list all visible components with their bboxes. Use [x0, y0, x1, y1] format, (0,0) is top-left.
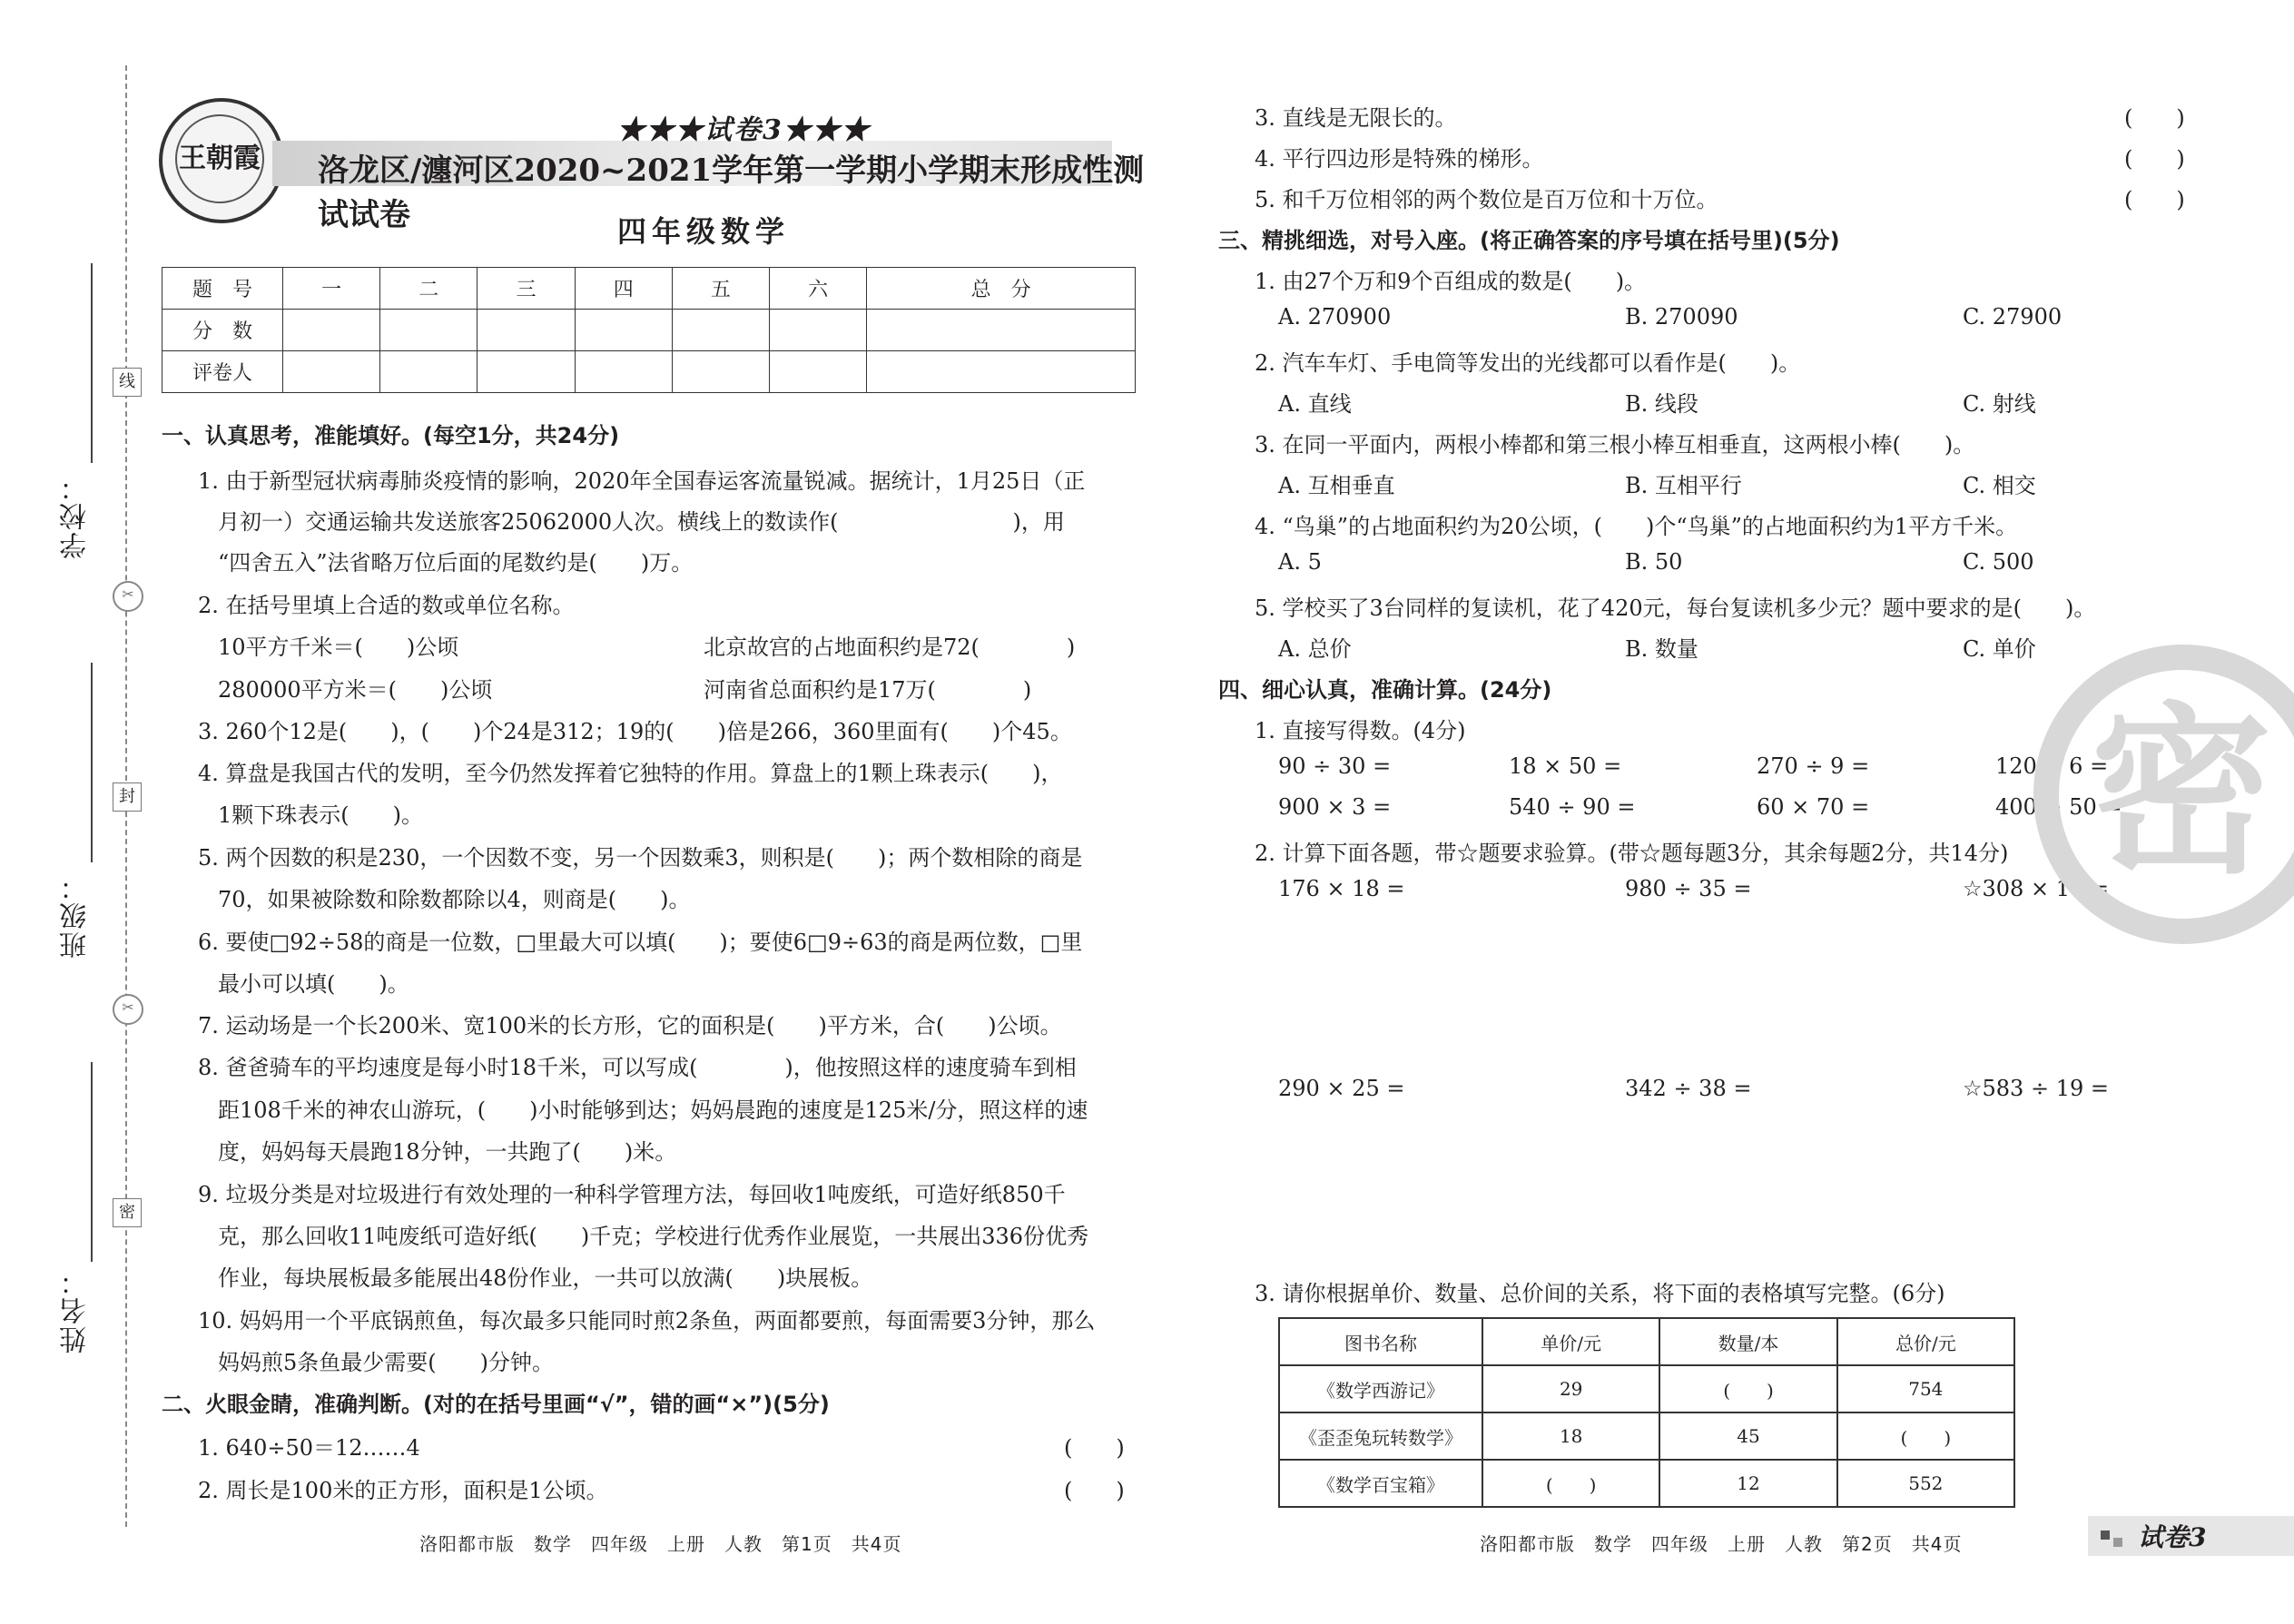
table-row — [1279, 1412, 2014, 1460]
question-line: “四舍五入”法省略万位后面的尾数约是( )万。 — [218, 550, 694, 576]
class-blank — [91, 663, 93, 862]
score-table — [162, 267, 1136, 393]
written-calc[interactable]: ☆308 × 17 = — [1963, 876, 2109, 901]
binding-margin — [0, 0, 154, 1624]
seal-mark-feng: 封 — [113, 782, 142, 812]
score-table-row — [162, 310, 1136, 351]
answer-bracket[interactable]: ( ) — [2124, 187, 2185, 212]
table-row — [1279, 1318, 2014, 1365]
tab-square-icon — [2101, 1530, 2110, 1540]
table-cell[interactable]: ( ) — [1837, 1412, 2014, 1460]
score-cell: 分 数 — [162, 310, 283, 351]
question-line: 9. 垃圾分类是对垃圾进行有效处理的一种科学管理方法，每回收1吨废纸，可造好纸850千 — [198, 1182, 1066, 1207]
choice-option[interactable]: A. 总价 — [1278, 636, 1352, 662]
oral-calc[interactable]: 18 × 50 = — [1509, 753, 1622, 779]
brand-logo-text: 王朝霞 — [175, 114, 264, 203]
table-cell: 552 — [1837, 1460, 2014, 1507]
oral-calc[interactable]: 270 ÷ 9 = — [1757, 753, 1870, 779]
name-blank — [91, 1062, 93, 1262]
table-cell: 《数学西游记》 — [1279, 1365, 1482, 1412]
question-line: 10. 妈妈用一个平底锅煎鱼，每次最多只能同时煎2条鱼，两面都要煎，每面需要3分钟，那么 — [198, 1308, 1096, 1334]
score-cell: 一 — [283, 268, 380, 310]
question-line: 北京故宫的占地面积约是72( ) — [704, 635, 1076, 660]
table-cell: 18 — [1482, 1412, 1659, 1460]
corner-paper-tab — [2088, 1516, 2294, 1556]
exam-title: 洛龙区/瀍河区2020~2021学年第一学期小学期末形成性测试试卷 — [318, 153, 1145, 233]
section-2-title: 二、火眼金睛，准确判断。(对的在括号里画“√”，错的画“×”)(5分) — [162, 1392, 830, 1417]
score-cell: 三 — [478, 268, 575, 310]
oral-calc[interactable]: 400 ÷ 50 = — [1995, 794, 2122, 820]
written-calc[interactable]: 290 × 25 = — [1278, 1076, 1405, 1101]
school-blank — [91, 263, 93, 463]
table-header: 总价/元 — [1837, 1318, 2014, 1365]
question-line: 8. 爸爸骑车的平均速度是每小时18千米，可以写成( )，他按照这样的速度骑车到相 — [198, 1055, 1077, 1080]
choice-option[interactable]: B. 270090 — [1625, 304, 1738, 330]
question-line: 作业，每块展板最多能展出48份作业，一共可以放满( )块展板。 — [218, 1265, 873, 1291]
scissors-icon: ✂ — [113, 581, 143, 612]
choice-option[interactable]: B. 数量 — [1625, 636, 1698, 662]
choice-option[interactable]: C. 27900 — [1963, 304, 2063, 330]
table-cell[interactable]: ( ) — [1659, 1365, 1836, 1412]
score-input[interactable] — [672, 310, 769, 351]
school-label: 学校： — [60, 472, 92, 559]
question-line: 度，妈妈每天晨跑18分钟，一共跑了( )米。 — [218, 1139, 677, 1165]
table-cell[interactable]: ( ) — [1482, 1460, 1659, 1507]
judge-item: 3. 直线是无限长的。 — [1255, 105, 1457, 131]
judge-item: 1. 640÷50＝12……4 — [198, 1435, 420, 1461]
brand-logo — [159, 98, 284, 223]
section-3-title: 三、精挑细选，对号入座。(将正确答案的序号填在括号里)(5分) — [1218, 228, 1840, 253]
score-cell: 题 号 — [162, 268, 283, 310]
calc-subtitle: 1. 直接写得数。(4分) — [1255, 718, 1466, 743]
grader-input[interactable] — [380, 351, 478, 393]
answer-bracket[interactable]: ( ) — [1064, 1478, 1125, 1503]
calc-subtitle: 2. 计算下面各题，带☆题要求验算。(带☆题每题3分，其余每题2分，共14分) — [1255, 841, 2009, 866]
written-calc[interactable]: 176 × 18 = — [1278, 876, 1405, 901]
question-line: 河南省总面积约是17万( ) — [704, 677, 1032, 703]
question-line: 70，如果被除数和除数都除以4，则商是( )。 — [218, 887, 691, 912]
page-footer-left: 洛阳都市版 数学 四年级 上册 人教 第1页 共4页 — [419, 1533, 902, 1555]
answer-bracket[interactable]: ( ) — [2124, 146, 2185, 172]
grader-input[interactable] — [770, 351, 867, 393]
oral-calc[interactable]: 900 × 3 = — [1278, 794, 1392, 820]
calc-subtitle: 3. 请你根据单价、数量、总价间的关系，将下面的表格填写完整。(6分) — [1255, 1281, 1945, 1306]
question-line: 妈妈煎5条鱼最少需要( )分钟。 — [218, 1350, 554, 1375]
class-label: 班级： — [60, 871, 92, 959]
score-cell: 二 — [380, 268, 478, 310]
answer-bracket[interactable]: ( ) — [2124, 105, 2185, 131]
score-input[interactable] — [770, 310, 867, 351]
score-cell: 评卷人 — [162, 351, 283, 393]
table-cell: 754 — [1837, 1365, 2014, 1412]
question-line: 最小可以填( )。 — [218, 971, 409, 997]
exam-subtitle: 四年级数学 — [617, 214, 791, 249]
question-line: 280000平方米＝( )公顷 — [218, 677, 493, 703]
score-table-row — [162, 268, 1136, 310]
table-row — [1279, 1365, 2014, 1412]
choice-option[interactable]: B. 互相平行 — [1625, 473, 1742, 498]
grader-input[interactable] — [672, 351, 769, 393]
grader-input[interactable] — [478, 351, 575, 393]
choice-question: 4. “鸟巢”的占地面积约为20公顷，( )个“鸟巢”的占地面积约为1平方千米。 — [1255, 514, 2018, 539]
judge-item: 5. 和千万位相邻的两个数位是百万位和十万位。 — [1255, 187, 1718, 212]
choice-question: 3. 在同一平面内，两根小棒都和第三根小棒互相垂直，这两根小棒( )。 — [1255, 432, 1975, 458]
oral-calc[interactable]: 540 ÷ 90 = — [1509, 794, 1636, 820]
watermark-char: 密 — [2090, 685, 2272, 899]
question-line: 10平方千米＝( )公顷 — [218, 635, 459, 660]
oral-calc[interactable]: 90 ÷ 30 = — [1278, 753, 1392, 779]
score-input[interactable] — [575, 310, 672, 351]
grader-input[interactable] — [283, 351, 380, 393]
table-cell: 29 — [1482, 1365, 1659, 1412]
score-cell: 四 — [575, 268, 672, 310]
question-line: 3. 260个12是( )，( )个24是312；19的( )倍是266，360里面有( )个45。 — [198, 719, 1072, 744]
grader-input[interactable] — [867, 351, 1136, 393]
choice-option[interactable]: C. 单价 — [1963, 636, 2036, 662]
choice-option[interactable]: A. 5 — [1278, 549, 1322, 575]
written-calc[interactable]: 342 ÷ 38 = — [1625, 1076, 1752, 1101]
seal-mark-xian: 线 — [113, 368, 142, 397]
choice-option[interactable]: A. 互相垂直 — [1278, 473, 1395, 498]
table-cell: 《数学百宝箱》 — [1279, 1460, 1482, 1507]
choice-option[interactable]: C. 射线 — [1963, 391, 2036, 417]
scissors-icon: ✂ — [113, 994, 143, 1025]
question-line: 5. 两个因数的积是230，一个因数不变，另一个因数乘3，则积是( )；两个数相除的商是 — [198, 845, 1083, 871]
question-line: 4. 算盘是我国古代的发明，至今仍然发挥着它独特的作用。算盘上的1颗上珠表示( )， — [198, 761, 1063, 786]
section-4-title: 四、细心认真，准确计算。(24分) — [1218, 677, 1552, 703]
score-cell: 五 — [672, 268, 769, 310]
table-header: 数量/本 — [1659, 1318, 1836, 1365]
question-line: 2. 在括号里填上合适的数或单位名称。 — [198, 593, 575, 618]
table-cell: 12 — [1659, 1460, 1836, 1507]
paper-series: ★★★试卷3★★★ — [617, 114, 871, 146]
score-cell: 六 — [770, 268, 867, 310]
book-price-table — [1278, 1317, 2015, 1508]
score-table-row — [162, 351, 1136, 393]
choice-question: 1. 由27个万和9个百组成的数是( )。 — [1255, 269, 1647, 294]
question-line: 1颗下珠表示( )。 — [218, 802, 423, 828]
choice-option[interactable]: B. 线段 — [1625, 391, 1698, 417]
page-footer-right: 洛阳都市版 数学 四年级 上册 人教 第2页 共4页 — [1480, 1533, 1963, 1555]
choice-option[interactable]: B. 50 — [1625, 549, 1683, 575]
table-header: 图书名称 — [1279, 1318, 1482, 1365]
table-cell: 45 — [1659, 1412, 1836, 1460]
oral-calc[interactable]: 120 × 6 = — [1995, 753, 2109, 779]
table-header: 单价/元 — [1482, 1318, 1659, 1365]
choice-option[interactable]: A. 270900 — [1278, 304, 1392, 330]
choice-question: 2. 汽车车灯、手电筒等发出的光线都可以看作是( )。 — [1255, 350, 1801, 376]
seal-mark-mi: 密 — [113, 1198, 142, 1227]
written-calc[interactable]: ☆583 ÷ 19 = — [1963, 1076, 2109, 1101]
written-calc[interactable]: 980 ÷ 35 = — [1625, 876, 1752, 901]
score-input[interactable] — [867, 310, 1136, 351]
tab-square-icon — [2113, 1538, 2122, 1547]
oral-calc[interactable]: 60 × 70 = — [1757, 794, 1870, 820]
question-line: 1. 由于新型冠状病毒肺炎疫情的影响，2020年全国春运客流量锐减。据统计，1月25日（正 — [198, 468, 1086, 494]
choice-question: 5. 学校买了3台同样的复读机，花了420元，每台复读机多少元？题中要求的是( )。 — [1255, 595, 2096, 621]
grader-input[interactable] — [575, 351, 672, 393]
score-input[interactable] — [380, 310, 478, 351]
table-row — [1279, 1460, 2014, 1507]
question-line: 距108千米的神农山游玩，( )小时能够到达；妈妈晨跑的速度是125米/分，照这样的速 — [218, 1097, 1088, 1123]
question-line: 月初一）交通运输共发送旅客25062000人次。横线上的数读作( )，用 — [218, 509, 1065, 535]
question-line: 6. 要使□92÷58的商是一位数，□里最大可以填( )；要使6□9÷63的商是两位数，□里 — [198, 930, 1083, 955]
score-input[interactable] — [478, 310, 575, 351]
question-line: 7. 运动场是一个长200米、宽100米的长方形，它的面积是( )平方米，合( )公顷。 — [198, 1013, 1062, 1038]
judge-item: 4. 平行四边形是特殊的梯形。 — [1255, 146, 1544, 172]
score-input[interactable] — [283, 310, 380, 351]
name-label: 姓名： — [60, 1266, 92, 1353]
section-1-title: 一、认真思考，准能填好。(每空1分，共24分) — [162, 423, 620, 448]
question-line: 克，那么回收11吨废纸可造好纸( )千克；学校进行优秀作业展览，一共展出336份优秀 — [218, 1224, 1089, 1249]
table-cell: 《歪歪兔玩转数学》 — [1279, 1412, 1482, 1460]
answer-bracket[interactable]: ( ) — [1064, 1435, 1125, 1461]
corner-tab-label: 试卷3 — [2138, 1522, 2207, 1552]
choice-option[interactable]: C. 500 — [1963, 549, 2034, 575]
score-cell: 总 分 — [867, 268, 1136, 310]
choice-option[interactable]: A. 直线 — [1278, 391, 1352, 417]
choice-option[interactable]: C. 相交 — [1963, 473, 2036, 498]
judge-item: 2. 周长是100米的正方形，面积是1公顷。 — [198, 1478, 608, 1503]
